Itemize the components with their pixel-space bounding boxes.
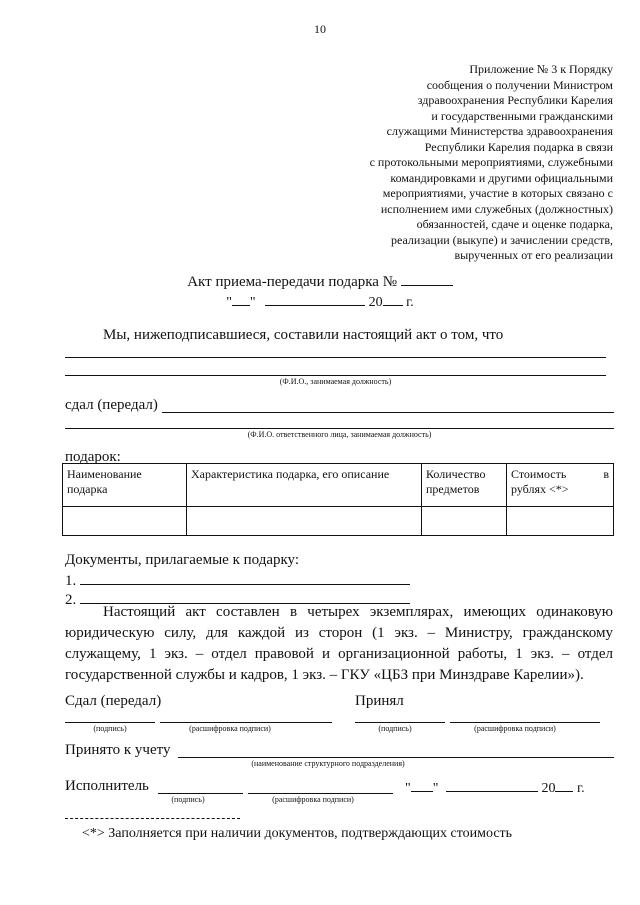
date-quote-open: " [405, 781, 411, 796]
handed-line-2[interactable] [65, 428, 614, 429]
decode-caption: (расшифровка подписи) [189, 724, 271, 733]
appendix-line: служащими Министерства здравоохранения [386, 124, 613, 138]
gift-table [62, 463, 614, 536]
item-number: 2. [65, 592, 77, 608]
header-cost-c: рублях <*> [511, 482, 569, 496]
appendix-line: реализации (выкупе) и зачислении средств, [391, 232, 613, 247]
footnote-separator [65, 818, 240, 819]
act-day-field[interactable] [232, 292, 250, 306]
header-cost-b: в [603, 467, 609, 481]
header-quantity: Количество предметов [422, 464, 507, 507]
act-title [0, 272, 640, 291]
act-year-field[interactable] [383, 292, 403, 306]
appendix-line: здравоохранения Республики Карелия [417, 93, 613, 107]
cell-quantity[interactable] [422, 507, 507, 536]
accounted-line[interactable] [178, 757, 614, 758]
item-number: 1. [65, 573, 77, 589]
table-row [63, 507, 614, 536]
appendix-line: Приложение № 3 к Порядку [469, 62, 613, 76]
accounted-label: Принято к учету [65, 742, 171, 758]
header-description: Характеристика подарка, его описание [187, 464, 422, 507]
cell-description[interactable] [187, 507, 422, 536]
date-quote-close: " [432, 781, 439, 796]
responsible-caption: (Ф.И.О. ответственного лица, занимаемая должность) [247, 430, 432, 439]
received-decode-line[interactable] [450, 722, 600, 723]
executor-label: Исполнитель [65, 778, 149, 794]
executor-year-field[interactable] [555, 778, 573, 792]
unit-caption: (наименование структурного подразделения) [251, 759, 405, 768]
documents-label: Документы, прилагаемые к подарку: [65, 552, 300, 568]
appendix-line: с протокольными мероприятиями, служебными [369, 155, 613, 169]
decode-caption: (расшифровка подписи) [474, 724, 556, 733]
handed-sign-label: Сдал (передал) [65, 693, 162, 709]
cell-cost[interactable] [507, 507, 614, 536]
act-paragraph-text: Настоящий акт составлен в четырех экземплярах, имеющих одинаковую юридическую силу, для каждой из сторон (1 экз. – Министру, гражданскому служащему, 1 экз. – отдел правовой и организационной работы, 1 экз. – отдел государственной службы и кадров, 1 экз. – ГКУ «ЦБЗ при Минздраве Карелии»). [65, 604, 613, 683]
date-quote-close: " [249, 295, 256, 310]
header-name: Наименование подарка [63, 464, 187, 507]
year-prefix: 20 [541, 781, 556, 796]
intro-text: Мы, нижеподписавшиеся, составили настоящий акт о том, что [103, 327, 504, 343]
year-prefix: 20 [368, 295, 383, 310]
received-signature-line[interactable] [355, 722, 445, 723]
appendix-line: сообщения о получении Министром [426, 77, 613, 92]
act-date [0, 292, 640, 311]
act-paragraph [65, 602, 613, 686]
intro-line-1[interactable] [65, 357, 606, 358]
appendix-line: мероприятиями, участие в которых связано с [382, 186, 613, 200]
cell-name[interactable] [63, 507, 187, 536]
act-month-field[interactable] [265, 292, 365, 306]
executor-month-field[interactable] [446, 778, 538, 792]
executor-signature-line[interactable] [158, 793, 243, 794]
year-suffix: г. [406, 295, 414, 310]
table-header-row [63, 464, 614, 507]
appendix-line: Республики Карелия подарка в связи [424, 139, 613, 154]
appendix-line: и государственными гражданскими [431, 108, 613, 123]
header-cost [507, 464, 614, 507]
executor-decode-line[interactable] [248, 793, 393, 794]
received-sign-label: Принял [355, 693, 404, 709]
sign-caption: (подпись) [378, 724, 412, 733]
footnote-text: <*> Заполняется при наличии документов, подтверждающих стоимость [82, 826, 513, 841]
year-suffix: г. [576, 781, 585, 796]
appendix-line: командировками и другими официальными [390, 170, 613, 185]
intro-line-2[interactable] [65, 375, 606, 376]
executor-day-field[interactable] [411, 778, 433, 792]
fio-caption: (Ф.И.О., занимаемая должность) [279, 377, 392, 386]
act-number-field[interactable] [401, 272, 453, 286]
documents-item-1 [65, 571, 410, 590]
executor-date [405, 778, 585, 797]
gift-label: подарок: [65, 449, 121, 465]
handed-decode-line[interactable] [160, 722, 332, 723]
appendix-line: вырученных от его реализации [454, 248, 613, 262]
appendix-line: исполнением ими служебных (должностных) [380, 201, 613, 216]
act-title-text: Акт приема-передачи подарка № [187, 274, 398, 290]
appendix-header [283, 62, 613, 264]
handed-signature-line[interactable] [65, 722, 155, 723]
decode-caption: (расшифровка подписи) [272, 795, 354, 804]
handed-line-1[interactable] [162, 412, 614, 413]
documents-section [65, 552, 410, 609]
sign-caption: (подпись) [171, 795, 205, 804]
document-1-field[interactable] [80, 571, 410, 585]
date-quote-open: " [226, 295, 232, 310]
header-cost-a: Стоимость [511, 467, 567, 481]
page-number: 10 [314, 22, 326, 36]
sign-caption: (подпись) [93, 724, 127, 733]
handed-label: сдал (передал) [65, 397, 158, 413]
appendix-line: обязанностей, сдаче и оценке подарка, [416, 217, 613, 231]
